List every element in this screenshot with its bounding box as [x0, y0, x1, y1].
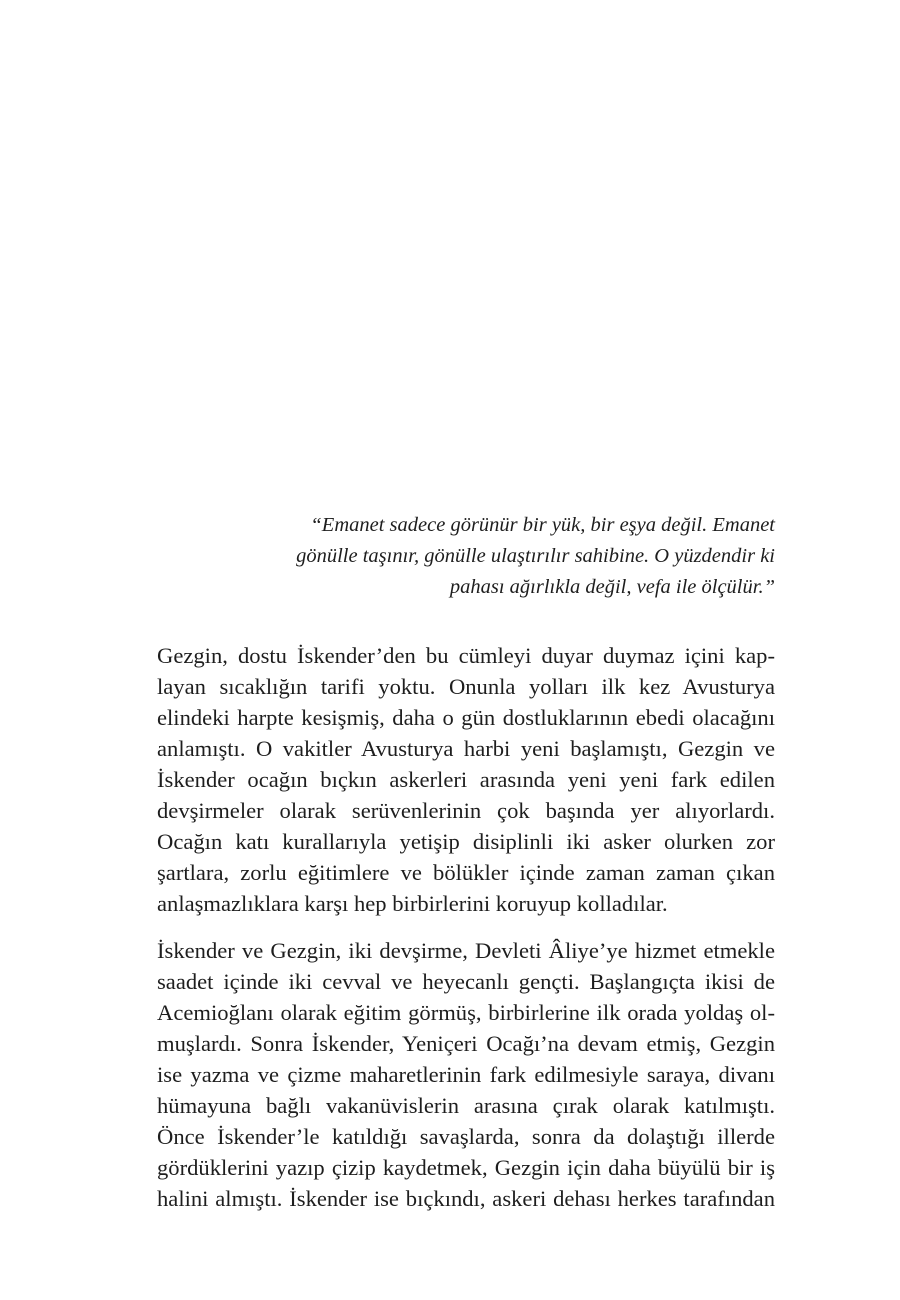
text-line: İskender ocağın bıçkın askerleri arasında yeni yeni fark edilen	[157, 767, 775, 792]
text-line: Önce İskender’le katıldığı savaşlarda, sonra da dolaştığı illerde	[157, 1124, 775, 1149]
text-line: muşlardı. Sonra İskender, Yeniçeri Ocağı’na devam etmiş, Gezgin	[157, 1031, 775, 1056]
body-text	[157, 640, 775, 1230]
text-line: Gezgin, dostu İskender’den bu cümleyi duyar duymaz içini kap-	[157, 643, 775, 668]
epigraph-line: pahası ağırlıkla değil, vefa ile ölçülür.”	[449, 576, 775, 598]
epigraph-line: “Emanet sadece görünür bir yük, bir eşya değil. Emanet	[310, 514, 775, 536]
text-line: İskender ve Gezgin, iki devşirme, Devleti Âliye’ye hizmet etmekle	[157, 938, 775, 963]
text-line: hümayuna bağlı vakanüvislerin arasına çırak olarak katılmıştı.	[157, 1093, 775, 1118]
epigraph-quote	[215, 510, 775, 603]
text-line: saadet içinde iki cevval ve heyecanlı gençti. Başlangıçta ikisi de	[157, 969, 775, 994]
text-line: anlaşmazlıklara karşı hep birbirlerini koruyup kolladılar.	[157, 891, 668, 916]
text-line: halini almıştı. İskender ise bıçkındı, askeri dehası herkes tarafından	[157, 1186, 775, 1211]
epigraph-line: gönülle taşınır, gönülle ulaştırılır sahibine. O yüzdendir ki	[296, 545, 775, 567]
text-line: Acemioğlanı olarak eğitim görmüş, birbirlerine ilk orada yoldaş ol-	[157, 1000, 775, 1025]
text-line: layan sıcaklığın tarifi yoktu. Onunla yolları ilk kez Avusturya	[157, 674, 775, 699]
text-line: anlamıştı. O vakitler Avusturya harbi yeni başlamıştı, Gezgin ve	[157, 736, 775, 761]
text-line: ise yazma ve çizme maharetlerinin fark edilmesiyle saraya, divanı	[157, 1062, 775, 1087]
text-line: elindeki harpte kesişmiş, daha o gün dostluklarının ebedi olacağını	[157, 705, 775, 730]
paragraph-2	[157, 935, 775, 1214]
paragraph-1	[157, 640, 775, 919]
text-line: şartlara, zorlu eğitimlere ve bölükler içinde zaman zaman çıkan	[157, 860, 775, 885]
text-line: Ocağın katı kurallarıyla yetişip disiplinli iki asker olurken zor	[157, 829, 775, 854]
text-line: devşirmeler olarak serüvenlerinin çok başında yer alıyorlardı.	[157, 798, 775, 823]
text-line: gördüklerini yazıp çizip kaydetmek, Gezgin için daha büyülü bir iş	[157, 1155, 775, 1180]
